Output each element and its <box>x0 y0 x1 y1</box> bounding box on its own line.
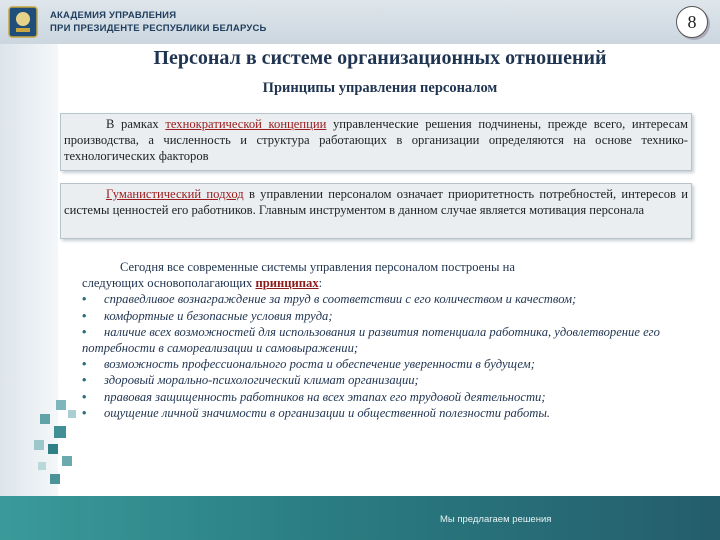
technocratic-concept-box <box>60 113 692 171</box>
bullet-icon: • <box>82 292 87 307</box>
box1-text-post: управленческие решения подчинены, прежде всего, интересам производства, а численность и структура работающих в организации определяются на основе технико-технологических факторов <box>64 117 689 163</box>
principle-item: • комфортные и безопасные условия труда; <box>82 308 333 323</box>
page-title: Персонал в системе организационных отношений <box>153 47 607 69</box>
organization-line-1: АКАДЕМИЯ УПРАВЛЕНИЯ <box>50 10 177 21</box>
box1-highlight: технократической концепции <box>165 117 327 131</box>
principle-item: • здоровый морально-психологический климат организации; <box>82 373 419 388</box>
page-subtitle: Принципы управления персоналом <box>262 80 498 96</box>
bullet-icon: • <box>82 405 87 420</box>
bullet-icon: • <box>82 389 87 404</box>
principle-item: • наличие всех возможностей для использования и развития потенциала работника, удовлетворение его потребности в самореализации и самовыражении; <box>82 324 660 356</box>
page-number-badge: 8 <box>676 6 708 38</box>
principle-item: • возможность профессионального роста и обеспечение уверенности в будущем; <box>82 357 535 372</box>
box2-highlight: Гуманистический подход <box>106 187 244 201</box>
humanistic-approach-box <box>60 183 692 239</box>
organization-name <box>50 9 267 35</box>
principle-item: • ощущение личной значимости в организации и общественной полезности работы. <box>82 405 551 420</box>
bullet-icon: • <box>82 357 87 372</box>
decorative-squares-icon <box>30 400 78 500</box>
intro-line-2-pre: следующих основополагающих <box>82 276 256 291</box>
academy-emblem-icon <box>8 6 38 38</box>
principle-item: • правовая защищенность работников на всех этапах его трудовой деятельности; <box>82 389 546 404</box>
footer-tagline: Мы предлагаем решения <box>440 514 552 525</box>
bullet-icon: • <box>82 373 87 388</box>
bullet-icon: • <box>82 324 87 339</box>
principles-section <box>82 259 716 421</box>
organization-line-2: ПРИ ПРЕЗИДЕНТЕ РЕСПУБЛИКИ БЕЛАРУСЬ <box>50 23 267 34</box>
intro-line-2-post: : <box>318 276 323 291</box>
intro-line-2 <box>82 275 716 291</box>
box1-text-pre: В рамках <box>106 117 166 131</box>
bullet-icon: • <box>82 308 87 323</box>
box2-text-post: в управлении персоналом означает приоритетность потребностей, интересов и системы ценностей его работников. Главным инструментом в данном случае является мотивация персонала <box>64 187 689 217</box>
principle-item: • справедливое вознаграждение за труд в соответствии с его количеством и качеством; <box>82 292 577 307</box>
intro-line-1: Сегодня все современные системы управления персоналом построены на <box>120 260 515 274</box>
footer-band <box>0 496 720 540</box>
intro-principles-word: принципах <box>255 276 319 291</box>
